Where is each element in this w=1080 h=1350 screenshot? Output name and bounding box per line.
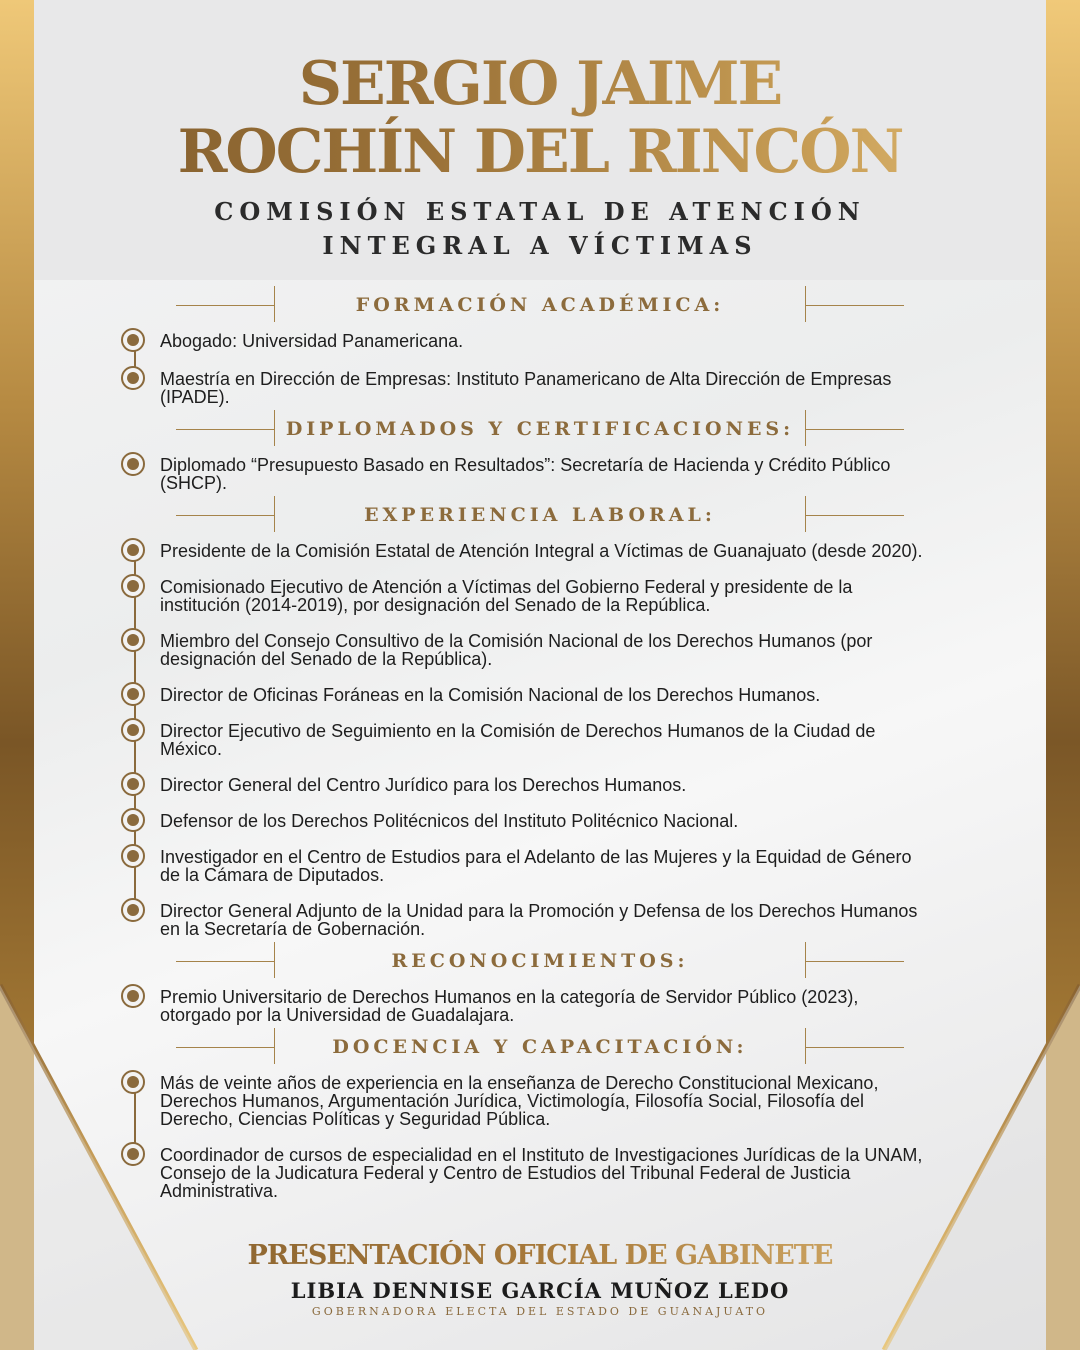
section-title: FORMACIÓN ACADÉMICA: [355, 294, 725, 316]
position-title-line1: COMISIÓN ESTATAL DE ATENCIÓN [214, 197, 866, 226]
section-header [0, 416, 1080, 450]
list-item [0, 1146, 1080, 1200]
section-title: DOCENCIA Y CAPACITACIÓN: [332, 1036, 748, 1058]
list-item-text: Defensor de los Derechos Politécnicos del Instituto Politécnico Nacional. [160, 811, 739, 831]
list-item-text: Presidente de la Comisión Estatal de Atención Integral a Víctimas de Guanajuato (desde 2020). [160, 541, 923, 561]
list-item [0, 686, 1080, 704]
section [0, 292, 1080, 406]
list-item [0, 902, 1080, 938]
bullet-icon [121, 1142, 145, 1166]
list-item-text: Abogado: Universidad Panamericana. [160, 331, 464, 351]
list-item [0, 632, 1080, 668]
section-items [0, 332, 1080, 406]
person-name-line2: ROCHÍN DEL RINCÓN [177, 117, 903, 187]
list-item-text: Investigador en el Centro de Estudios para el Adelanto de las Mujeres y la Equidad de Género de la Cámara de Diputados. [160, 847, 912, 885]
list-item [0, 848, 1080, 884]
section [0, 948, 1080, 1024]
section-header [0, 292, 1080, 326]
list-item-text: Maestría en Dirección de Empresas: Instituto Panamericano de Alta Dirección de Empresas (IPADE). [160, 369, 892, 407]
position-title [0, 195, 1080, 263]
bullet-icon [121, 628, 145, 652]
section-title: RECONOCIMIENTOS: [391, 950, 689, 972]
bullet-icon [121, 1070, 145, 1094]
list-item [0, 776, 1080, 794]
position-title-line2: INTEGRAL A VÍCTIMAS [322, 231, 758, 260]
list-item [0, 370, 1080, 406]
list-item-text: Más de veinte años de experiencia en la enseñanza de Derecho Constitucional Mexicano, Derechos Humanos, Argumentación Jurídica, Victimología, Filosofía Social, Filosofía del Derecho, Ciencias Políticas y Seguridad Pública. [160, 1073, 879, 1129]
person-name [0, 50, 1080, 186]
list-item-text: Director de Oficinas Foráneas en la Comisión Nacional de los Derechos Humanos. [160, 685, 821, 705]
footer-governor-name: LIBIA DENNISE GARCÍA MUÑOZ LEDO [290, 1278, 790, 1303]
list-item-text: Premio Universitario de Derechos Humanos en la categoría de Servidor Público (2023), otorgado por la Universidad de Guadalajara. [160, 987, 859, 1025]
bullet-icon [121, 898, 145, 922]
bullet-icon [121, 718, 145, 742]
bullet-icon [121, 844, 145, 868]
section [0, 502, 1080, 938]
bullet-icon [121, 452, 145, 476]
section [0, 1034, 1080, 1200]
bullet-icon [121, 574, 145, 598]
section-items [0, 1074, 1080, 1200]
list-item-text: Director Ejecutivo de Seguimiento en la Comisión de Derechos Humanos de la Ciudad de México. [160, 721, 876, 759]
list-item [0, 578, 1080, 614]
list-item [0, 542, 1080, 560]
bullet-icon [121, 808, 145, 832]
section-header [0, 1034, 1080, 1068]
resume-content [0, 292, 1080, 1200]
section-items [0, 988, 1080, 1024]
person-name-line1: SERGIO JAIME [298, 49, 782, 119]
section [0, 416, 1080, 492]
list-item-text: Miembro del Consejo Consultivo de la Comisión Nacional de los Derechos Humanos (por designación del Senado de la República). [160, 631, 873, 669]
footer-governor-role: GOBERNADORA ELECTA DEL ESTADO DE GUANAJUATO [311, 1305, 769, 1318]
list-item-text: Director General Adjunto de la Unidad para la Promoción y Defensa de los Derechos Humanos en la Secretaría de Gobernación. [160, 901, 918, 939]
list-item [0, 812, 1080, 830]
section-title: EXPERIENCIA LABORAL: [364, 504, 716, 526]
bullet-icon [121, 984, 145, 1008]
list-item-text: Comisionado Ejecutivo de Atención a Víctimas del Gobierno Federal y presidente de la institución (2014-2019), por designación del Senado de la República. [160, 577, 853, 615]
list-item [0, 988, 1080, 1024]
bullet-icon [121, 538, 145, 562]
list-item [0, 1074, 1080, 1128]
section-items [0, 542, 1080, 938]
list-item-text: Diplomado “Presupuesto Basado en Resultados”: Secretaría de Hacienda y Crédito Público (SHCP). [160, 455, 891, 493]
bullet-icon [121, 772, 145, 796]
section-items [0, 456, 1080, 492]
bullet-icon [121, 328, 145, 352]
list-item [0, 722, 1080, 758]
footer-title: PRESENTACIÓN OFICIAL DE GABINETE [0, 1240, 1080, 1271]
list-item-text: Director General del Centro Jurídico para los Derechos Humanos. [160, 775, 687, 795]
section-header [0, 948, 1080, 982]
section-header [0, 502, 1080, 536]
bullet-icon [121, 366, 145, 390]
bullet-icon [121, 682, 145, 706]
list-item-text: Coordinador de cursos de especialidad en el Instituto de Investigaciones Jurídicas de la UNAM, Consejo de la Judicatura Federal y Centro de Estudios del Tribunal Federal de Justicia Administrativa. [160, 1145, 923, 1201]
list-item [0, 332, 1080, 350]
list-item [0, 456, 1080, 492]
section-title: DIPLOMADOS Y CERTIFICACIONES: [285, 418, 795, 440]
